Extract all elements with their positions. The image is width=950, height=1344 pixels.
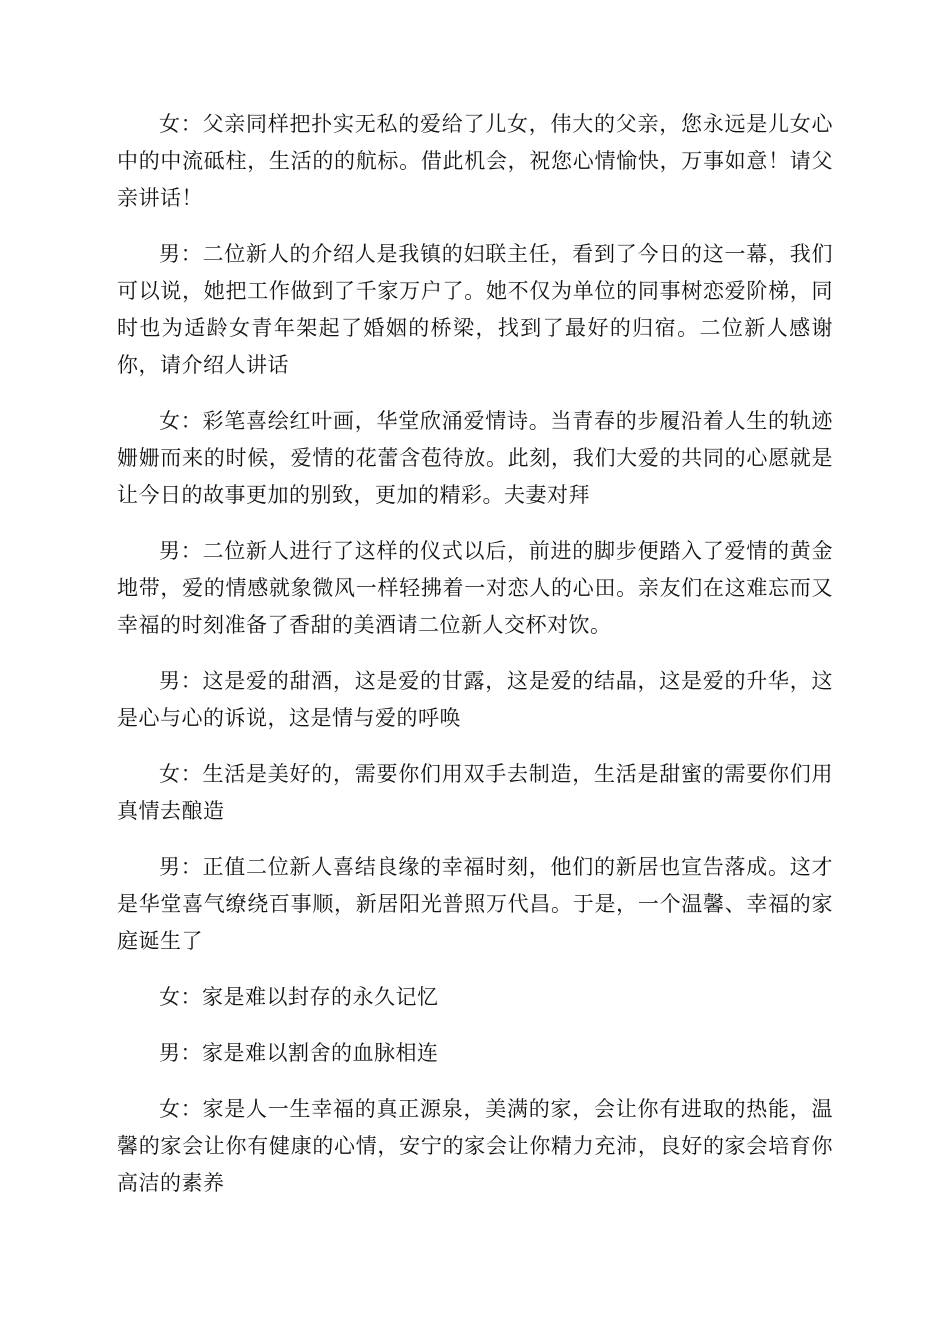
paragraph: 女：家是人一生幸福的真正源泉，美满的家，会让你有进取的热能，温馨的家会让你有健康的心情，安宁的家会让你精力充沛，良好的家会培育你高洁的素养 bbox=[117, 1097, 833, 1195]
paragraph: 男：二位新人进行了这样的仪式以后，前进的脚步便踏入了爱情的黄金地带，爱的情感就象微风一样轻拂着一对恋人的心田。亲友们在这难忘而又幸福的时刻准备了香甜的美酒请二位新人交杯对饮。 bbox=[117, 539, 833, 637]
paragraph: 男：正值二位新人喜结良缘的幸福时刻，他们的新居也宣告落成。这才是华堂喜气缭绕百事顺，新居阳光普照万代昌。于是，一个温馨、幸福的家庭诞生了 bbox=[117, 855, 833, 953]
document-body bbox=[117, 106, 833, 1221]
paragraph: 男：这是爱的甜酒，这是爱的甘露，这是爱的结晶，这是爱的升华，这是心与心的诉说，这是情与爱的呼唤 bbox=[117, 669, 833, 730]
paragraph: 女：父亲同样把扑实无私的爱给了儿女，伟大的父亲，您永远是儿女心中的中流砥柱，生活的的航标。借此机会，祝您心情愉快，万事如意！请父亲讲话！ bbox=[117, 112, 833, 210]
paragraph: 女：生活是美好的，需要你们用双手去制造，生活是甜蜜的需要你们用真情去酿造 bbox=[117, 762, 833, 823]
paragraph: 女：彩笔喜绘红叶画，华堂欣涌爱情诗。当青春的步履沿着人生的轨迹姗姗而来的时候，爱情的花蕾含苞待放。此刻，我们大爱的共同的心愿就是让今日的故事更加的别致，更加的精彩。夫妻对拜 bbox=[117, 409, 833, 507]
paragraph: 男：家是难以割舍的血脉相连 bbox=[159, 1041, 439, 1065]
paragraph: 女：家是难以封存的永久记忆 bbox=[159, 985, 439, 1009]
paragraph: 男：二位新人的介绍人是我镇的妇联主任，看到了今日的这一幕，我们可以说，她把工作做到了千家万户了。她不仅为单位的同事树恋爱阶梯，同时也为适龄女青年架起了婚姻的桥梁，找到了最好的归宿。二位新人感谢你，请介绍人讲话 bbox=[117, 242, 833, 377]
